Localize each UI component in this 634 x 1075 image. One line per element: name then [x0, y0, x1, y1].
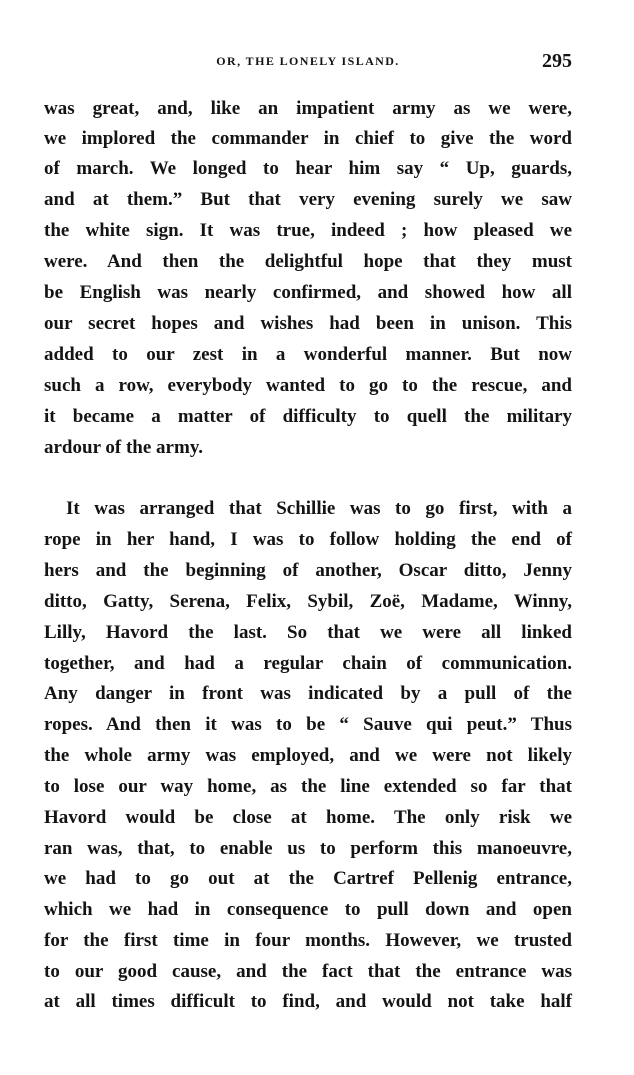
text-line: hers and the beginning of another, Oscar ditto, Jenny	[44, 560, 572, 581]
text-line: it became a matter of difficulty to quell the military	[44, 406, 572, 427]
text-line: the white sign. It was true, indeed ; how pleased we	[44, 220, 572, 241]
running-head	[44, 50, 572, 72]
text-line: added to our zest in a wonderful manner. But now	[44, 344, 572, 365]
text-line: to our good cause, and the fact that the entrance was	[44, 961, 572, 982]
text-line: our secret hopes and wishes had been in unison. This	[44, 313, 572, 334]
text-line: Any danger in front was indicated by a pull of the	[44, 683, 572, 704]
text-line: of march. We longed to hear him say “ Up, guards,	[44, 158, 572, 179]
text-line: we implored the commander in chief to give the word	[44, 128, 572, 149]
text-line: at all times difficult to find, and would not take half	[44, 991, 572, 1012]
text-line: be English was nearly confirmed, and showed how all	[44, 282, 572, 303]
running-title: OR, THE LONELY ISLAND.	[216, 54, 400, 68]
text-line: Lilly, Havord the last. So that we were all linked	[44, 622, 572, 643]
text-line: for the first time in four months. However, we trusted	[44, 930, 572, 951]
text-line: to lose our way home, as the line extended so far that	[44, 776, 572, 797]
text-line: ran was, that, to enable us to perform this manoeuvre,	[44, 838, 572, 859]
text-line: which we had in consequence to pull down and open	[44, 899, 572, 920]
text-line: ditto, Gatty, Serena, Felix, Sybil, Zoë, Madame, Winny,	[44, 591, 572, 612]
text-line: rope in her hand, I was to follow holding the end of	[44, 529, 572, 550]
text-line: Havord would be close at home. The only risk we	[44, 807, 572, 828]
text-line: we had to go out at the Cartref Pellenig entrance,	[44, 868, 572, 889]
page-number: 295	[542, 50, 572, 72]
text-line: the whole army was employed, and we were not likely	[44, 745, 572, 766]
text-line: such a row, everybody wanted to go to the rescue, and	[44, 375, 572, 396]
text-line: were. And then the delightful hope that they must	[44, 251, 572, 272]
text-line: It was arranged that Schillie was to go first, with a	[66, 498, 572, 519]
text-line: together, and had a regular chain of communication.	[44, 653, 572, 674]
text-line: and at them.” But that very evening surely we saw	[44, 189, 572, 210]
text-line: ropes. And then it was to be “ Sauve qui peut.” Thus	[44, 714, 572, 735]
text-line: ardour of the army.	[44, 437, 204, 458]
text-line: was great, and, like an impatient army as we were,	[44, 98, 572, 119]
